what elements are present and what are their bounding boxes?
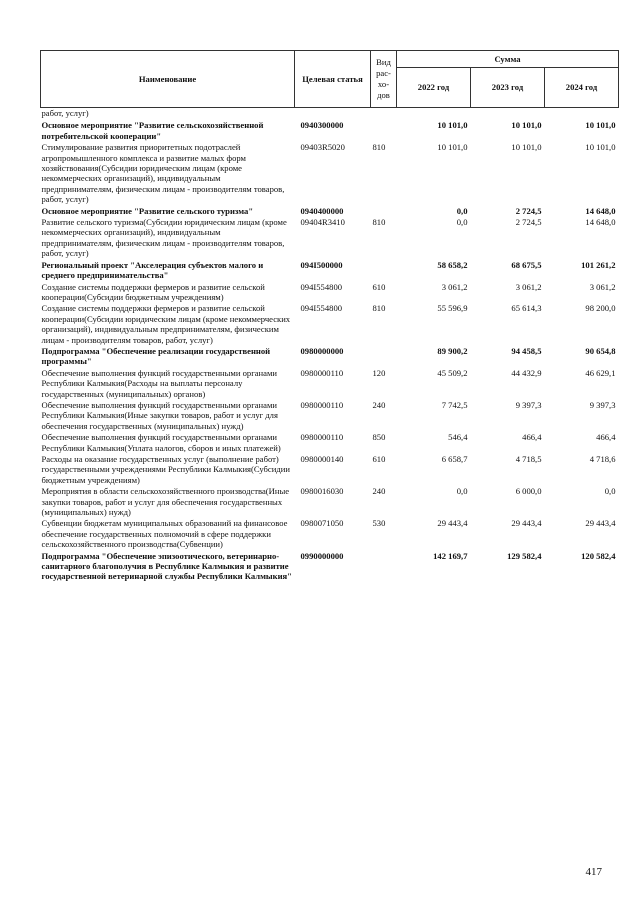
row-expense-type: 240 — [372, 486, 386, 497]
row-sum-2022: 10 101,0 — [437, 120, 468, 131]
row-sum-2024: 101 261,2 — [581, 259, 616, 270]
row-name: Обеспечение выполнения функций государственными органами Республики Калмыкия(Расходы на выплаты персоналу государственных (муниципальных) органов) — [41, 367, 277, 399]
row-expense-type — [371, 120, 397, 142]
row-sum-2023: 466,4 — [522, 432, 542, 443]
row-sum-2024: 14 648,0 — [585, 217, 616, 228]
table-header — [41, 51, 619, 108]
row-expense-type: 610 — [372, 454, 386, 464]
row-expense-type: 850 — [372, 432, 386, 443]
header-name: Наименование — [41, 51, 295, 108]
row-expense-type — [371, 260, 397, 282]
row-sum-2023: 9 397,3 — [515, 399, 542, 410]
table-row — [41, 400, 619, 432]
row-expense-type: 240 — [372, 399, 386, 410]
row-expense-type — [371, 551, 397, 583]
row-name: Основное мероприятие "Развитие сельскохозяйственной потребительской кооперации" — [41, 120, 264, 141]
table-row — [41, 486, 619, 518]
row-name: работ, услуг) — [41, 108, 89, 118]
budget-table — [40, 50, 619, 583]
row-sum-2022 — [397, 108, 471, 121]
row-expense-type — [371, 206, 397, 217]
row-sum-2023: 65 614,3 — [511, 303, 542, 314]
table-row — [41, 432, 619, 454]
row-sum-2022: 142 169,7 — [433, 550, 468, 561]
row-target-code — [295, 108, 371, 121]
row-expense-type — [371, 108, 397, 121]
row-sum-2023: 10 101,0 — [511, 142, 542, 153]
header-year-2024: 2024 год — [545, 68, 619, 108]
table-row — [41, 303, 619, 346]
row-target-code: 0990000000 — [300, 550, 344, 561]
row-target-code: 094I554800 — [300, 303, 343, 314]
row-sum-2024 — [545, 108, 619, 121]
header-year-2023: 2023 год — [471, 68, 545, 108]
row-expense-type: 810 — [372, 303, 386, 314]
row-target-code: 094I500000 — [300, 259, 343, 270]
row-sum-2023: 129 582,4 — [507, 550, 542, 561]
row-target-code: 0980000110 — [300, 432, 344, 443]
row-sum-2024: 4 718,6 — [589, 454, 616, 464]
row-target-code: 09403R5020 — [300, 142, 345, 153]
row-name: Стимулирование развития приоритетных подотраслей агропромышленного комплекса и развитие малых форм хозяйствования(Субсидии юридическим лицам (кроме некоммерческих организаций), индивидуальным предпринимателям, физическим лицам - производителям товаров, работ, услуг) — [41, 142, 285, 205]
row-target-code: 0940400000 — [300, 205, 344, 216]
row-sum-2023: 29 443,4 — [511, 518, 542, 529]
row-sum-2023 — [471, 108, 545, 121]
table-row — [41, 260, 619, 282]
row-sum-2024: 120 582,4 — [581, 550, 616, 561]
row-sum-2024: 0,0 — [604, 486, 616, 497]
table-row — [41, 368, 619, 400]
row-target-code: 0980000140 — [300, 454, 344, 464]
header-year-2022: 2022 год — [397, 68, 471, 108]
page-number: 417 — [585, 866, 602, 878]
row-sum-2024: 9 397,3 — [589, 399, 616, 410]
row-expense-type — [371, 346, 397, 368]
row-target-code: 0940300000 — [300, 120, 344, 131]
row-target-code: 0980071050 — [300, 518, 344, 529]
row-target-code: 0980000110 — [300, 399, 344, 410]
row-sum-2023: 10 101,0 — [511, 120, 542, 131]
row-name: Создание системы поддержки фермеров и развитие сельской кооперации(Субсидии юридическим лицам (кроме некоммерческих организаций), индивидуальным предпринимателям, физическим лицам - производителям товаров, работ, услуг) — [41, 303, 291, 345]
row-sum-2024: 10 101,0 — [585, 142, 616, 153]
row-expense-type: 530 — [372, 518, 386, 529]
row-sum-2024: 10 101,0 — [585, 120, 616, 131]
row-sum-2022: 29 443,4 — [437, 518, 468, 529]
row-sum-2024: 3 061,2 — [589, 281, 616, 292]
row-name: Развитие сельского туризма(Субсидии юридическим лицам (кроме некоммерческих организаций), индивидуальным предпринимателям, физическим лицам - производителям товаров, работ, услуг) — [41, 217, 287, 259]
row-sum-2022: 89 900,2 — [437, 345, 468, 356]
row-expense-type: 120 — [372, 367, 386, 378]
row-sum-2022: 0,0 — [456, 486, 468, 497]
row-name: Региональный проект "Акселерация субъектов малого и среднего предпринимательства" — [41, 259, 264, 281]
row-sum-2023: 68 675,5 — [511, 259, 542, 270]
row-name: Субвенции бюджетам муниципальных образований на финансовое обеспечение государственных полномочий в сфере поддержки сельскохозяйственного производства(Субвенции) — [41, 518, 288, 550]
row-sum-2023: 2 724,5 — [515, 217, 542, 228]
row-sum-2023: 2 724,5 — [515, 205, 542, 216]
row-sum-2024: 14 648,0 — [585, 205, 616, 216]
row-name: Подпрограмма "Обеспечение реализации государственной программы" — [41, 345, 271, 367]
row-sum-2022: 58 658,2 — [437, 259, 468, 270]
table-row — [41, 142, 619, 205]
row-name: Основное мероприятие "Развитие сельского туризма" — [41, 205, 254, 216]
row-sum-2023: 3 061,2 — [515, 281, 542, 292]
row-target-code: 09404R3410 — [300, 217, 345, 228]
row-sum-2022: 6 658,7 — [441, 454, 468, 464]
row-sum-2022: 7 742,5 — [441, 399, 468, 410]
row-sum-2023: 44 432,9 — [511, 367, 542, 378]
table-row — [41, 120, 619, 142]
row-sum-2022: 45 509,2 — [437, 367, 468, 378]
table-row — [41, 454, 619, 486]
row-sum-2024: 98 200,0 — [585, 303, 616, 314]
table-row — [41, 108, 619, 121]
row-sum-2023: 94 458,5 — [511, 345, 542, 356]
row-sum-2024: 46 629,1 — [585, 367, 616, 378]
table-row — [41, 346, 619, 368]
row-expense-type: 810 — [372, 142, 386, 153]
row-target-code: 0980000000 — [300, 345, 344, 356]
row-sum-2022: 0,0 — [456, 205, 468, 216]
row-name: Мероприятия в области сельскохозяйственного производства(Иные закупки товаров, работ и услуг для обеспечения государственных (муниципальных) нужд) — [41, 486, 290, 518]
header-vid: Вид рас-хо-дов — [371, 51, 397, 108]
table-row — [41, 518, 619, 550]
row-sum-2024: 466,4 — [596, 432, 616, 443]
row-sum-2024: 90 654,8 — [585, 345, 616, 356]
row-name: Подпрограмма "Обеспечение эпизоотического, ветеринарно-санитарного благополучия в Республике Калмыкия и развитие государственной ветеринарной службы Республики Калмыкия" — [41, 550, 292, 582]
row-sum-2022: 10 101,0 — [437, 142, 468, 153]
header-code: Целевая статья — [295, 51, 371, 108]
row-name: Расходы на оказание государственных услуг (выполнение работ) государственными учреждениями Республики Калмыкия(Субсидии бюджетным учреждениям) — [41, 454, 290, 485]
header-sum: Сумма — [397, 51, 619, 68]
row-target-code: 0980000110 — [300, 367, 344, 378]
row-sum-2022: 0,0 — [456, 217, 468, 228]
row-sum-2022: 55 596,9 — [437, 303, 468, 314]
row-target-code: 0980016030 — [300, 486, 344, 497]
row-name: Обеспечение выполнения функций государственными органами Республики Калмыкия(Уплата налогов, сборов и иных платежей) — [41, 432, 281, 453]
row-sum-2023: 4 718,5 — [515, 454, 542, 464]
row-sum-2022: 3 061,2 — [441, 281, 468, 292]
row-sum-2023: 6 000,0 — [515, 486, 542, 497]
row-name: Создание системы поддержки фермеров и развитие сельской кооперации(Субсидии бюджетным учреждениям) — [41, 281, 265, 302]
table-row — [41, 206, 619, 217]
table-body — [41, 108, 619, 583]
table-row — [41, 551, 619, 583]
row-name: Обеспечение выполнения функций государственными органами Республики Калмыкия(Иные закупки товаров, работ и услуг для обеспечения государственных (муниципальных) нужд) — [41, 399, 278, 431]
row-target-code: 094I554800 — [300, 281, 343, 292]
row-expense-type: 810 — [372, 217, 386, 228]
row-expense-type: 610 — [372, 281, 386, 292]
row-sum-2022: 546,4 — [448, 432, 468, 443]
table-row — [41, 282, 619, 304]
row-sum-2024: 29 443,4 — [585, 518, 616, 529]
table-row — [41, 217, 619, 260]
